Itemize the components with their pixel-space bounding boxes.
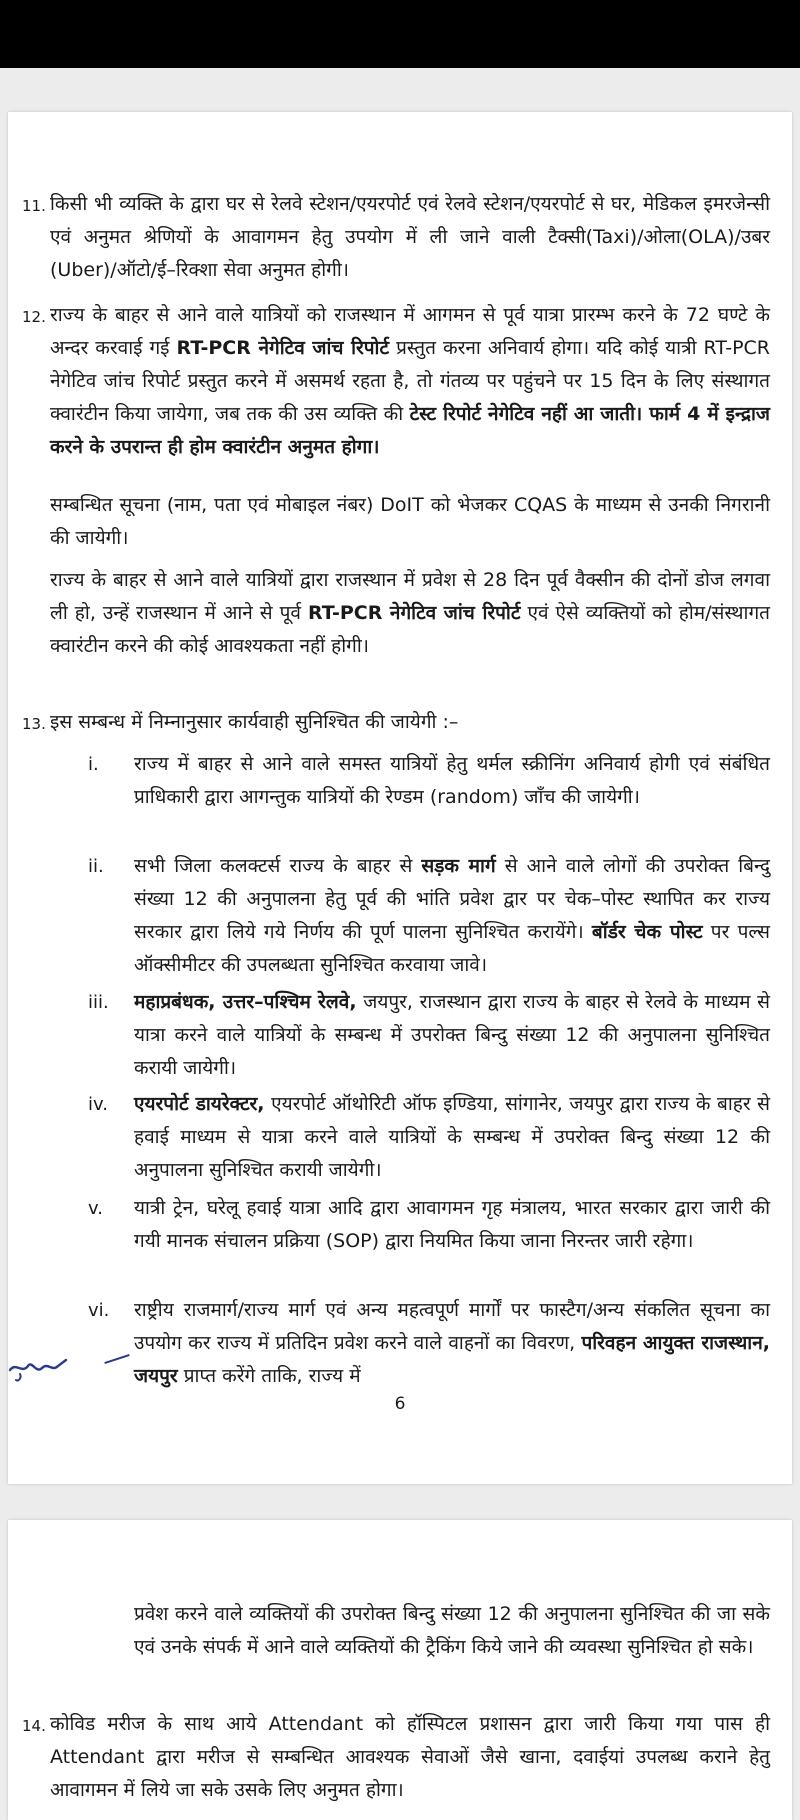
vaccine-bold-a: RT-PCR नेगेटिव जांच रिपोर्ट xyxy=(308,602,521,624)
item-14-text: कोविड मरीज के साथ आये Attendant को हॉस्पिटल प्रशासन द्वारा जारी किया गया पास ही Attendant द्वारा मरीज से सम्बन्धित आवश्यक सेवाओं जैसे खाना, दवाईयां उपलब्ध कराने हेतु आवागमन में लिये जा सके उसके लिए अनुमत होगा। xyxy=(50,1713,770,1801)
continuation-text: प्रवेश करने वाले व्यक्तियों की उपरोक्त बिन्दु संख्या 12 की अनुपालना सुनिश्चित की जा सके एवं उनके संपर्क में आने वाले व्यक्तियों की ट्रैकिंग किये जाने की व्यवस्था सुनिश्चित हो सके। xyxy=(134,1603,770,1658)
subitem-iv-bold-a: एयरपोर्ट डायरेक्टर, xyxy=(134,1093,265,1115)
subitem-iii-bold-a: महाप्रबंधक, उत्तर–पश्चिम रेलवे, xyxy=(134,991,357,1013)
subitem-vi-bold-a: परिवहन आयुक्त राजस्थान, जयपुर xyxy=(134,1332,770,1387)
subitem-vi-text xyxy=(134,1294,770,1393)
page-number: 6 xyxy=(394,1394,406,1414)
subitem-number-iii: iii. xyxy=(88,992,109,1013)
subitem-iii-text xyxy=(134,986,770,1085)
subitem-ii-text-a: सभी जिला कलक्टर्स राज्य के बाहर से xyxy=(134,855,422,877)
vaccine-text-a: राज्य के बाहर से आने वाले यात्रियों द्वारा राजस्थान में प्रवेश से 28 दिन पूर्व वैक्सीन की दोनों डोज लगवा ली हो, उन्हें राजस्थान में आने से पूर्व xyxy=(50,569,770,624)
handwritten-signature-mark xyxy=(8,1344,70,1384)
subitem-ii-text-b: से आने वाले लोगों की उपरोक्त बिन्दु संख्या 12 की अनुपालना हेतु पूर्व की भांति प्रवेश द्वार पर चेक–पोस्ट स्थापित कर राज्य सरकार द्वारा लिये गये निर्णय की पूर्ण पालना सुनिश्चित करायेंगे। xyxy=(134,855,770,943)
document-page-6 xyxy=(8,112,792,1484)
subitem-iv-text-a: एयरपोर्ट ऑथोरिटी ऑफ इण्डिया, सांगानेर, जयपुर द्वारा राज्य के बाहर से हवाई माध्यम से यात्रा करने वाले यात्रियों के सम्बन्ध में उपरोक्त बिन्दु संख्या 12 की अनुपालना सुनिश्चित करायी जायेगी। xyxy=(134,1093,770,1181)
item-11-text: किसी भी व्यक्ति के द्वारा घर से रेलवे स्टेशन/एयरपोर्ट एवं रेलवे स्टेशन/एयरपोर्ट से घर, मेडिकल इमरजेन्सी एवं अनुमत श्रेणियों के आवागमन हेतु उपयोग में ली जाने वाली टैक्सी(Taxi)/ओला(OLA)/उबर (Uber)/ऑटो/ई–रिक्शा सेवा अनुमत होगी। xyxy=(50,193,770,281)
item-number-11: 11. xyxy=(22,197,46,215)
vaccine-paragraph xyxy=(50,564,770,663)
info-paragraph: सम्बन्धित सूचना (नाम, पता एवं मोबाइल नंबर) DoIT को भेजकर CQAS के माध्यम से उनकी निगरानी की जायेगी। xyxy=(50,494,770,549)
subitem-iii-text-a: जयपुर, राजस्थान द्वारा राज्य के बाहर से रेलवे के माध्यम से यात्रा करने वाले यात्रियों के सम्बन्ध में उपरोक्त बिन्दु संख्या 12 की अनुपालना सुनिश्चित करायी जायेगी। xyxy=(134,991,771,1079)
item-12-bold-a: RT-PCR नेगेटिव जांच रिपोर्ट xyxy=(176,337,390,359)
subitem-number-ii: ii. xyxy=(88,856,104,877)
subitem-number-iv: iv. xyxy=(88,1094,108,1115)
item-number-12: 12. xyxy=(22,308,46,326)
vaccine-text-b: एवं ऐसे व्यक्तियों को होम/संस्थागत क्वारंटीन करने की कोई आवश्यकता नहीं होगी। xyxy=(50,602,770,657)
item-number-14: 14. xyxy=(22,1717,46,1735)
subitem-ii-text xyxy=(134,850,770,982)
subitem-vi-text-b: प्राप्त करेंगे ताकि, राज्य में xyxy=(177,1365,361,1387)
document-page-7 xyxy=(8,1520,792,1820)
subitem-number-i: i. xyxy=(88,754,99,775)
subitem-vi-text-a: राष्ट्रीय राजमार्ग/राज्य मार्ग एवं अन्य महत्वपूर्ण मार्गों पर फास्टैग/अन्य संकलित सूचना का उपयोग कर राज्य में प्रतिदिन प्रवेश करने वाले वाहनों का विवरण, xyxy=(134,1299,770,1354)
status-bar xyxy=(0,0,800,68)
item-13-text: इस सम्बन्ध में निम्नानुसार कार्यवाही सुनिश्चित की जायेगी :– xyxy=(50,711,459,733)
item-number-13: 13. xyxy=(22,715,46,733)
subitem-ii-text-c: पर पल्स ऑक्सीमीटर की उपलब्धता सुनिश्चित करवाया जावे। xyxy=(134,921,770,976)
signature-strike-mark xyxy=(104,1354,129,1364)
subitem-number-vi: vi. xyxy=(88,1300,110,1321)
subitem-ii-bold-a: सड़क मार्ग xyxy=(421,855,496,877)
item-12-text xyxy=(50,299,770,464)
item-12-text-b: प्रस्तुत करना अनिवार्य होगा। यदि कोई यात्री RT-PCR नेगेटिव जांच रिपोर्ट प्रस्तुत करने में असमर्थ रहता है, तो गंतव्य पर पहुंचने पर 15 दिन के लिए संस्थागत क्वारंटीन किया जायेगा, जब तक की उस व्यक्ति की xyxy=(50,337,770,425)
item-12-bold-b: टेस्ट रिपोर्ट नेगेटिव नहीं आ जाती। फार्म 4 में इन्द्राज करने के उपरान्त ही होम क्वारंटीन अनुमत होगा। xyxy=(50,403,770,458)
item-12-text-a: राज्य के बाहर से आने वाले यात्रियों को राजस्थान में आगमन से पूर्व यात्रा प्रारम्भ करने के 72 घण्टे के अन्दर करवाई गई xyxy=(50,304,770,359)
subitem-ii-bold-b: बॉर्डर चेक पोस्ट xyxy=(591,921,703,943)
subitem-iv-text xyxy=(134,1088,770,1187)
subitem-i-text: राज्य में बाहर से आने वाले समस्त यात्रियों हेतु थर्मल स्क्रीनिंग अनिवार्य होगी एवं संबंधित प्राधिकारी द्वारा आगन्तुक यात्रियों की रेण्डम (random) जाँच की जायेगी। xyxy=(134,753,770,808)
subitem-v-text: यात्री ट्रेन, घरेलू हवाई यात्रा आदि द्वारा आवागमन गृह मंत्रालय, भारत सरकार द्वारा जारी की गयी मानक संचालन प्रक्रिया (SOP) द्वारा नियमित किया जाना निरन्तर जारी रहेगा। xyxy=(134,1197,770,1252)
subitem-number-v: v. xyxy=(88,1198,103,1219)
